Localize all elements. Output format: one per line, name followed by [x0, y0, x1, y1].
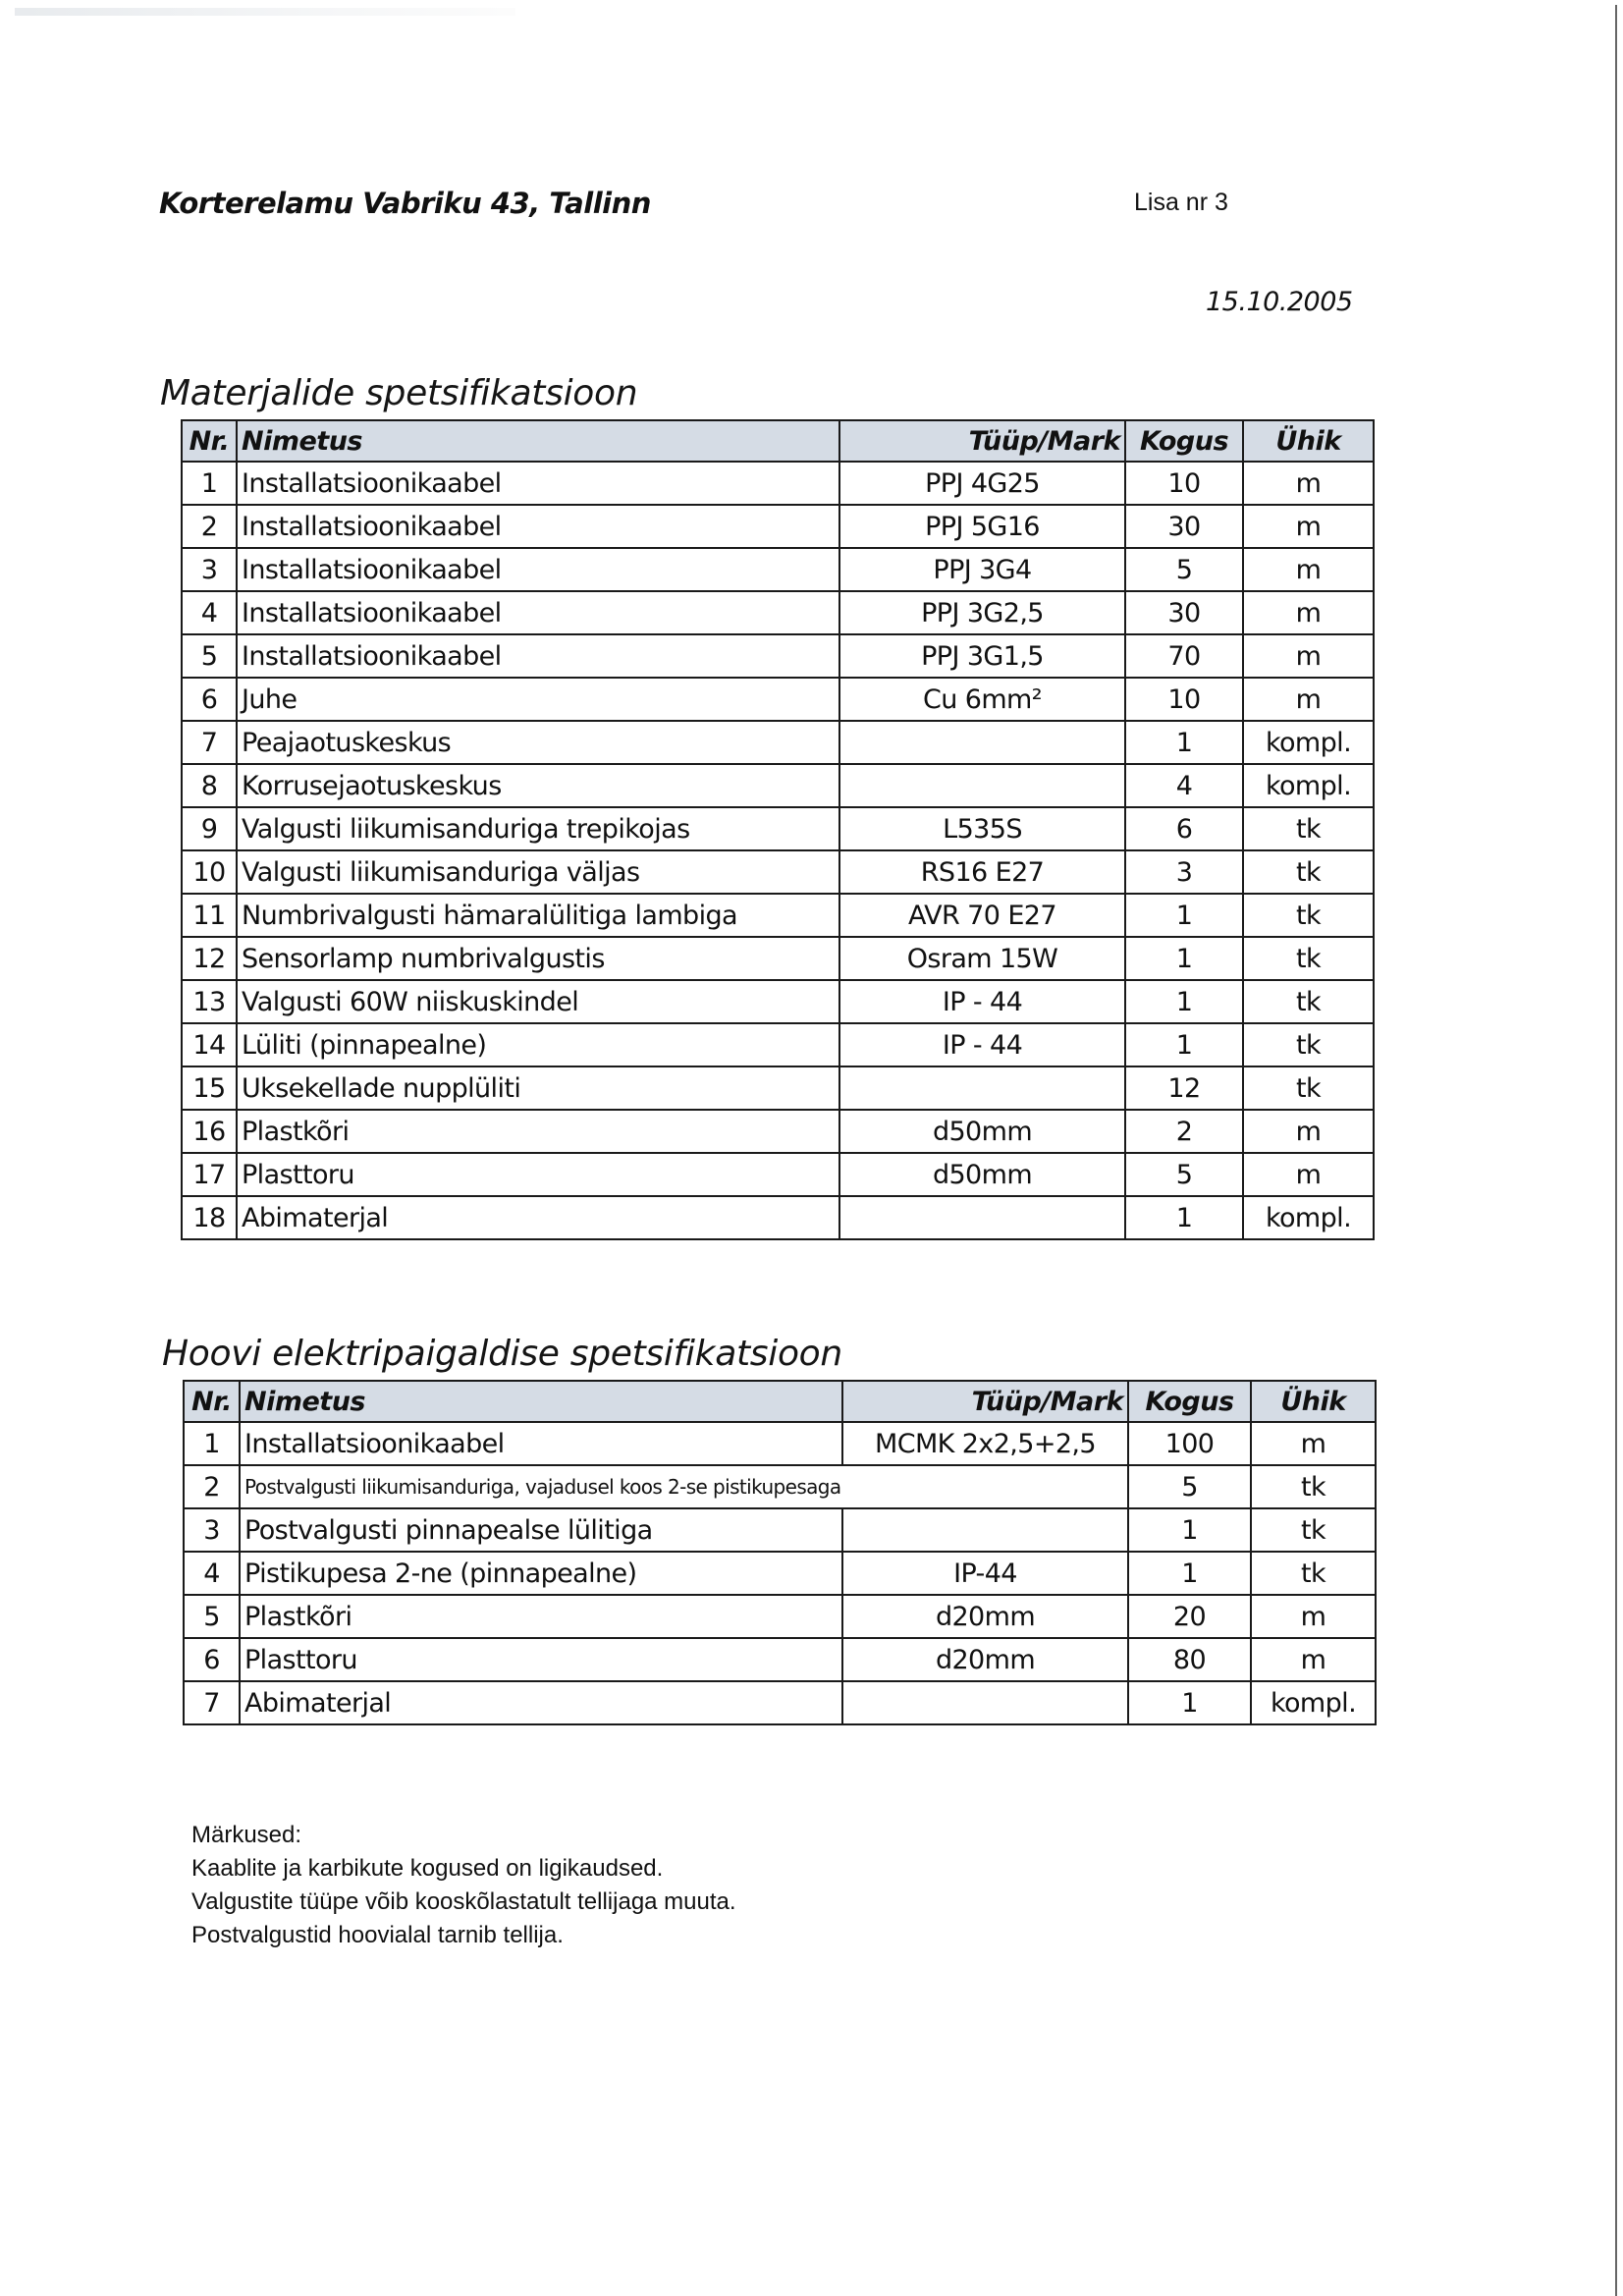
column-header-unit: Ühik — [1243, 420, 1374, 462]
item-quantity: 10 — [1125, 462, 1243, 505]
item-name: Plasttoru — [237, 1153, 839, 1196]
row-number: 6 — [182, 678, 237, 721]
row-number: 17 — [182, 1153, 237, 1196]
item-name: Uksekellade nupplüliti — [237, 1066, 839, 1110]
item-quantity: 20 — [1128, 1595, 1251, 1638]
item-unit: tk — [1251, 1552, 1376, 1595]
table-row — [184, 1681, 1376, 1724]
row-number: 16 — [182, 1110, 237, 1153]
document-title: Korterelamu Vabriku 43, Tallinn — [159, 187, 651, 220]
row-number: 14 — [182, 1023, 237, 1066]
table-row — [182, 850, 1374, 894]
item-type: IP-44 — [842, 1552, 1128, 1595]
table-row — [182, 591, 1374, 634]
table-row — [182, 1066, 1374, 1110]
item-name: Installatsioonikaabel — [237, 548, 839, 591]
table-row — [182, 634, 1374, 678]
table-row — [182, 1196, 1374, 1239]
item-name: Juhe — [237, 678, 839, 721]
item-type — [842, 1681, 1128, 1724]
row-number: 5 — [184, 1595, 240, 1638]
table-row — [184, 1422, 1376, 1465]
item-type: Osram 15W — [839, 937, 1125, 980]
item-name: Installatsioonikaabel — [237, 505, 839, 548]
item-unit: m — [1251, 1595, 1376, 1638]
item-quantity: 12 — [1125, 1066, 1243, 1110]
item-quantity: 4 — [1125, 764, 1243, 807]
row-number: 3 — [182, 548, 237, 591]
item-type: PPJ 5G16 — [839, 505, 1125, 548]
item-name: Plastkõri — [237, 1110, 839, 1153]
item-type — [842, 1508, 1128, 1552]
row-number: 7 — [182, 721, 237, 764]
item-type: RS16 E27 — [839, 850, 1125, 894]
item-quantity: 10 — [1125, 678, 1243, 721]
row-number: 12 — [182, 937, 237, 980]
column-header-type: Tüüp/Mark — [839, 420, 1125, 462]
item-name: Valgusti 60W niiskuskindel — [237, 980, 839, 1023]
table-header-row — [182, 420, 1374, 462]
item-unit: m — [1243, 1110, 1374, 1153]
row-number: 7 — [184, 1681, 240, 1724]
item-type: d20mm — [842, 1638, 1128, 1681]
item-name: Sensorlamp numbrivalgustis — [237, 937, 839, 980]
yard-section-title: Hoovi elektripaigaldise spetsifikatsioon — [162, 1334, 842, 1374]
row-number: 10 — [182, 850, 237, 894]
item-unit: m — [1243, 678, 1374, 721]
item-quantity: 30 — [1125, 505, 1243, 548]
table-row — [182, 980, 1374, 1023]
item-type: IP - 44 — [839, 980, 1125, 1023]
item-unit: tk — [1243, 1023, 1374, 1066]
item-name: Installatsioonikaabel — [240, 1422, 842, 1465]
item-unit: m — [1243, 1153, 1374, 1196]
table-header-row — [184, 1381, 1376, 1422]
document-date: 15.10.2005 — [1206, 287, 1353, 317]
table-row — [182, 894, 1374, 937]
item-type: MCMK 2x2,5+2,5 — [842, 1422, 1128, 1465]
item-unit: kompl. — [1243, 1196, 1374, 1239]
row-number: 4 — [184, 1552, 240, 1595]
note-line: Valgustite tüüpe võib kooskõlastatult tellijaga muuta. — [191, 1888, 736, 1915]
item-type: d50mm — [839, 1153, 1125, 1196]
item-name: Installatsioonikaabel — [237, 591, 839, 634]
item-type: AVR 70 E27 — [839, 894, 1125, 937]
table-row — [182, 548, 1374, 591]
item-quantity: 1 — [1125, 1023, 1243, 1066]
column-header-nr: Nr. — [182, 420, 237, 462]
item-name: Lüliti (pinnapealne) — [237, 1023, 839, 1066]
item-quantity: 5 — [1125, 548, 1243, 591]
item-unit: m — [1243, 548, 1374, 591]
item-quantity: 1 — [1125, 980, 1243, 1023]
notes-heading: Märkused: — [191, 1822, 302, 1848]
item-unit: kompl. — [1243, 764, 1374, 807]
item-name: Plastkõri — [240, 1595, 842, 1638]
item-unit: kompl. — [1251, 1681, 1376, 1724]
materials-section-title: Materjalide spetsifikatsioon — [160, 373, 638, 413]
item-quantity: 80 — [1128, 1638, 1251, 1681]
column-header-name: Nimetus — [237, 420, 839, 462]
item-unit: tk — [1251, 1508, 1376, 1552]
item-quantity: 100 — [1128, 1422, 1251, 1465]
item-name: Valgusti liikumisanduriga trepikojas — [237, 807, 839, 850]
item-quantity: 1 — [1128, 1681, 1251, 1724]
item-quantity: 70 — [1125, 634, 1243, 678]
column-header-name: Nimetus — [240, 1381, 842, 1422]
item-unit: m — [1251, 1422, 1376, 1465]
item-name: Abimaterjal — [237, 1196, 839, 1239]
scan-artifact — [15, 8, 515, 16]
table-row — [182, 721, 1374, 764]
row-number: 3 — [184, 1508, 240, 1552]
item-name: Postvalgusti liikumisanduriga, vajadusel koos 2-se pistikupesaga — [240, 1465, 1128, 1508]
table-row — [182, 1110, 1374, 1153]
item-unit: m — [1243, 462, 1374, 505]
row-number: 1 — [184, 1422, 240, 1465]
table-row — [182, 505, 1374, 548]
table-row — [184, 1638, 1376, 1681]
item-quantity: 1 — [1125, 894, 1243, 937]
table-row — [182, 678, 1374, 721]
item-name: Abimaterjal — [240, 1681, 842, 1724]
notes-block — [191, 1819, 736, 1952]
item-quantity: 1 — [1128, 1508, 1251, 1552]
item-type: d50mm — [839, 1110, 1125, 1153]
item-unit: m — [1243, 591, 1374, 634]
item-name: Korrusejaotuskeskus — [237, 764, 839, 807]
item-type — [839, 764, 1125, 807]
row-number: 13 — [182, 980, 237, 1023]
item-type — [839, 721, 1125, 764]
item-type — [839, 1196, 1125, 1239]
item-unit: m — [1251, 1638, 1376, 1681]
item-quantity: 2 — [1125, 1110, 1243, 1153]
item-name: Postvalgusti pinnapealse lülitiga — [240, 1508, 842, 1552]
row-number: 6 — [184, 1638, 240, 1681]
row-number: 2 — [184, 1465, 240, 1508]
item-unit: tk — [1251, 1465, 1376, 1508]
item-quantity: 5 — [1128, 1465, 1251, 1508]
item-quantity: 1 — [1128, 1552, 1251, 1595]
table-row — [184, 1465, 1376, 1508]
item-unit: tk — [1243, 807, 1374, 850]
column-header-type: Tüüp/Mark — [842, 1381, 1128, 1422]
item-unit: tk — [1243, 850, 1374, 894]
item-type — [839, 1066, 1125, 1110]
table-row — [182, 807, 1374, 850]
row-number: 11 — [182, 894, 237, 937]
item-type: d20mm — [842, 1595, 1128, 1638]
table-row — [184, 1552, 1376, 1595]
row-number: 2 — [182, 505, 237, 548]
item-quantity: 6 — [1125, 807, 1243, 850]
item-unit: tk — [1243, 1066, 1374, 1110]
item-unit: tk — [1243, 894, 1374, 937]
table-row — [184, 1595, 1376, 1638]
item-type: PPJ 3G1,5 — [839, 634, 1125, 678]
table-row — [182, 462, 1374, 505]
item-name: Plasttoru — [240, 1638, 842, 1681]
table-row — [184, 1508, 1376, 1552]
note-line: Postvalgustid hoovialal tarnib tellija. — [191, 1922, 564, 1948]
row-number: 5 — [182, 634, 237, 678]
row-number: 1 — [182, 462, 237, 505]
column-header-unit: Ühik — [1251, 1381, 1376, 1422]
item-name: Peajaotuskeskus — [237, 721, 839, 764]
item-unit: m — [1243, 634, 1374, 678]
column-header-quantity: Kogus — [1128, 1381, 1251, 1422]
item-type: IP - 44 — [839, 1023, 1125, 1066]
annex-label: Lisa nr 3 — [1134, 189, 1228, 216]
item-quantity: 30 — [1125, 591, 1243, 634]
materials-table — [181, 419, 1375, 1240]
row-number: 18 — [182, 1196, 237, 1239]
table-row — [182, 1023, 1374, 1066]
column-header-nr: Nr. — [184, 1381, 240, 1422]
row-number: 4 — [182, 591, 237, 634]
item-quantity: 5 — [1125, 1153, 1243, 1196]
item-name: Numbrivalgusti hämaralülitiga lambiga — [237, 894, 839, 937]
note-line: Kaablite ja karbikute kogused on ligikaudsed. — [191, 1855, 664, 1882]
row-number: 15 — [182, 1066, 237, 1110]
item-name: Installatsioonikaabel — [237, 462, 839, 505]
item-name: Installatsioonikaabel — [237, 634, 839, 678]
item-type: Cu 6mm² — [839, 678, 1125, 721]
table-row — [182, 1153, 1374, 1196]
table-row — [182, 937, 1374, 980]
item-type: L535S — [839, 807, 1125, 850]
row-number: 9 — [182, 807, 237, 850]
table-row — [182, 764, 1374, 807]
item-type: PPJ 3G4 — [839, 548, 1125, 591]
item-quantity: 1 — [1125, 937, 1243, 980]
item-quantity: 1 — [1125, 721, 1243, 764]
item-unit: tk — [1243, 937, 1374, 980]
item-unit: kompl. — [1243, 721, 1374, 764]
item-name: Pistikupesa 2-ne (pinnapealne) — [240, 1552, 842, 1595]
yard-table — [183, 1380, 1377, 1725]
item-type: PPJ 4G25 — [839, 462, 1125, 505]
item-quantity: 3 — [1125, 850, 1243, 894]
item-unit: tk — [1243, 980, 1374, 1023]
item-quantity: 1 — [1125, 1196, 1243, 1239]
scan-edge-line — [1615, 5, 1617, 2296]
item-type: PPJ 3G2,5 — [839, 591, 1125, 634]
column-header-quantity: Kogus — [1125, 420, 1243, 462]
row-number: 8 — [182, 764, 237, 807]
item-name: Valgusti liikumisanduriga väljas — [237, 850, 839, 894]
item-unit: m — [1243, 505, 1374, 548]
